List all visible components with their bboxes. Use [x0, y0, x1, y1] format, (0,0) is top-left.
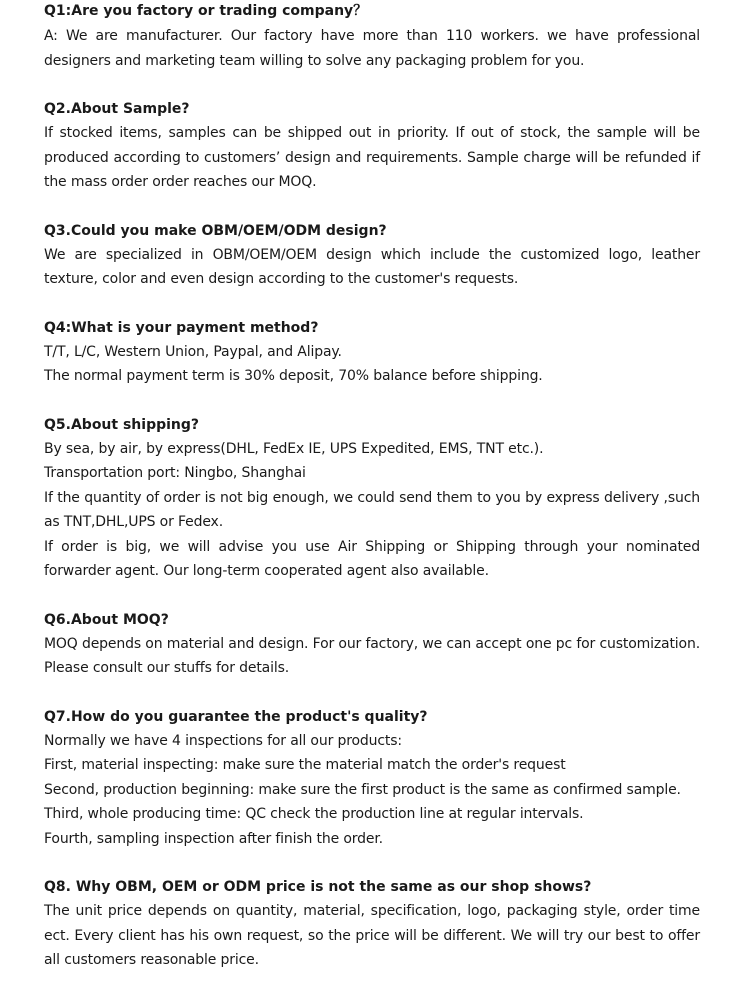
question-q7: Q7.How do you guarantee the product's quality?	[44, 708, 428, 725]
question-q3: Q3.Could you make OBM/OEM/ODM design?	[44, 222, 387, 239]
answer-line: Normally we have 4 inspections for all our products:	[44, 732, 402, 749]
answer-line: By sea, by air, by express(DHL, FedEx IE, UPS Expedited, EMS, TNT etc.).	[44, 440, 544, 457]
faq-item-q4	[44, 316, 700, 389]
answer-line: Third, whole producing time: QC check the production line at regular intervals.	[44, 806, 584, 822]
question-q2: Q2.About Sample?	[44, 101, 190, 117]
answer-line: Transportation port: Ningbo, Shanghai	[44, 465, 306, 481]
faq-item-q2	[44, 97, 700, 195]
answer-line: The unit price depends on quantity, material, specification, logo, packaging style, order time ect. Every client has his own request, so the price will be different. We will try our best to offer all customers reasonable price.	[44, 903, 700, 968]
answer-line: If order is big, we will advise you use Air Shipping or Shipping through your nominated forwarder agent. Our long-term cooperated agent also available.	[44, 538, 700, 579]
faq-item-q3	[44, 219, 700, 292]
question-q1: Q1:Are you factory or trading company？	[44, 3, 368, 19]
answer-line: We are specialized in OBM/OEM/OEM design which include the customized logo, leather texture, color and even design according to the customer's requests.	[44, 246, 700, 287]
answer-q1	[44, 24, 700, 73]
faq-document	[44, 0, 700, 997]
faq-item-q7	[44, 705, 700, 852]
answer-q6	[44, 632, 700, 681]
answer-line: The normal payment term is 30% deposit, 70% balance before shipping.	[44, 368, 543, 384]
answer-q7	[44, 729, 700, 852]
question-q5: Q5.About shipping?	[44, 416, 200, 433]
answer-line: MOQ depends on material and design. For our factory, we can accept one pc for customization. Please consult our stuffs for details.	[44, 635, 700, 676]
answer-line: Fourth, sampling inspection after finish the order.	[44, 830, 383, 847]
answer-q5	[44, 437, 700, 584]
answer-q2	[44, 121, 700, 195]
answer-line: If the quantity of order is not big enough, we could send them to you by express delivery ,such as TNT,DHL,UPS or Fedex.	[44, 489, 700, 530]
answer-line: First, material inspecting: make sure the material match the order's request	[44, 757, 566, 773]
faq-item-q6	[44, 608, 700, 681]
answer-q8	[44, 899, 700, 973]
question-q8: Q8. Why OBM, OEM or ODM price is not the same as our shop shows?	[44, 879, 592, 895]
answer-line: If stocked items, samples can be shipped out in priority. If out of stock, the sample will be produced according to customers’ design and requirements. Sample charge will be refunded if the mass order order reaches our MOQ.	[44, 125, 700, 190]
answer-line: Second, production beginning: make sure the first product is the same as confirmed sample.	[44, 781, 681, 798]
answer-q3	[44, 243, 700, 292]
answer-line: T/T, L/C, Western Union, Paypal, and Alipay.	[44, 343, 342, 360]
faq-item-q8	[44, 875, 700, 973]
question-q6: Q6.About MOQ?	[44, 611, 169, 628]
question-q4: Q4:What is your payment method?	[44, 319, 319, 336]
answer-line: A: We are manufacturer. Our factory have more than 110 workers. we have professional designers and marketing team willing to solve any packaging problem for you.	[44, 28, 700, 69]
faq-item-q5	[44, 413, 700, 584]
faq-item-q1	[44, 0, 700, 73]
answer-q4	[44, 340, 700, 389]
